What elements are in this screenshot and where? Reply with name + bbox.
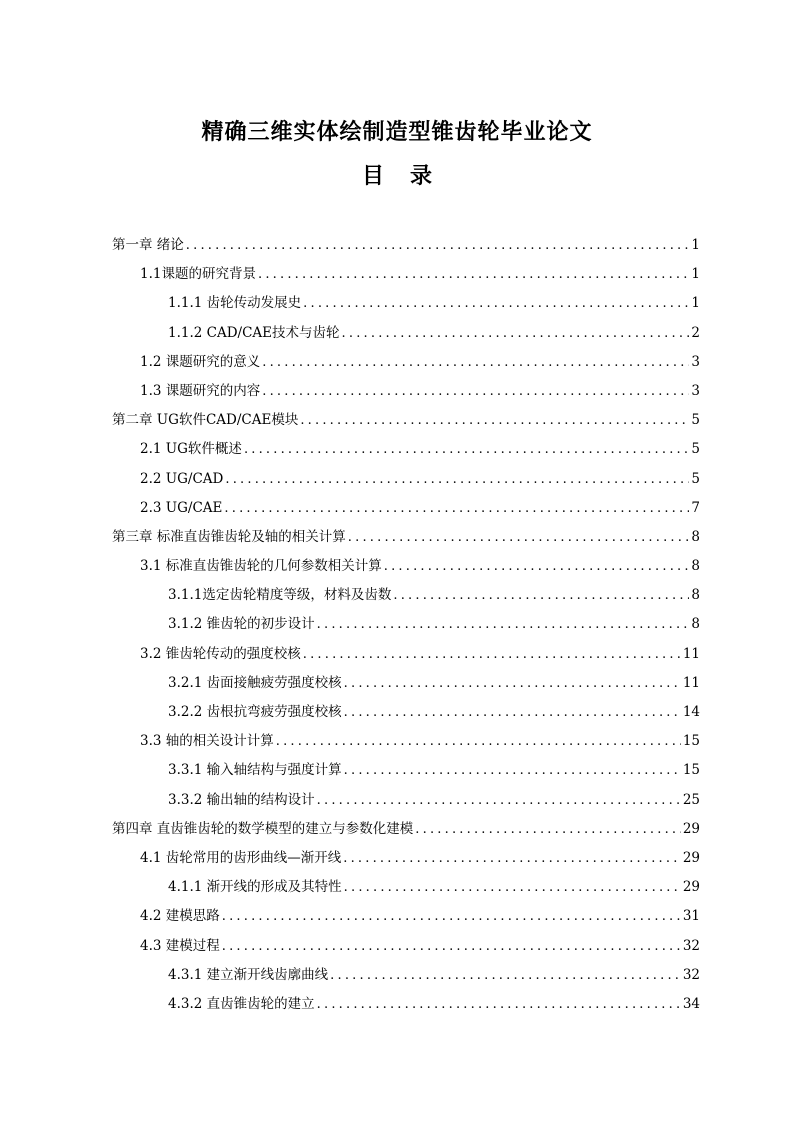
toc-entry-page: 8 [691,528,700,545]
toc-entry-label: 2.2 UG/CAD [140,470,224,487]
toc-entry-page: 32 [682,937,700,954]
dot-leader [317,990,681,1019]
toc-entry-page: 8 [691,558,700,575]
dot-leader [344,669,681,698]
toc-entry-label: 3.2 锥齿轮传动的强度校核 [140,645,301,662]
document-title: 精确三维实体绘制造型锥齿轮毕业论文 [201,119,593,145]
toc-entry-page: 8 [691,587,700,604]
toc-entry[interactable] [112,523,700,552]
dot-leader [225,465,689,494]
toc-entry[interactable] [112,727,700,756]
toc-entry[interactable] [112,465,700,494]
table-of-contents [112,231,700,1019]
toc-entry-label: 1.1.2 CAD/CAE技术与齿轮 [168,324,340,341]
toc-entry-label: 4.3.2 直齿锥齿轮的建立 [168,995,315,1012]
toc-entry-page: 1 [691,295,700,312]
toc-entry-page: 14 [682,704,700,720]
dot-leader [393,581,689,610]
dot-leader [186,231,690,260]
dot-leader [348,523,690,552]
toc-entry-page: 31 [682,908,700,925]
dot-leader [276,727,681,756]
dot-leader [300,406,689,435]
toc-entry-label: 4.2 建模思路 [140,908,220,925]
toc-entry-label: 4.1 齿轮常用的齿形曲线—渐开线 [140,849,342,866]
dot-leader [222,932,681,961]
toc-heading: 目录 [361,163,458,189]
toc-entry[interactable] [112,786,700,815]
dot-leader [384,552,690,581]
toc-entry-label: 1.1课题的研究背景 [140,266,256,283]
toc-entry[interactable] [112,260,700,289]
toc-entry-label: 1.1.1 齿轮传动发展史 [168,295,302,312]
toc-entry-label: 3.1.2 锥齿轮的初步设计 [168,616,315,633]
dot-leader [342,319,690,348]
dot-leader [303,640,681,669]
dot-leader [343,844,681,873]
dot-leader [344,873,681,902]
dot-leader [262,377,689,406]
toc-entry-label: 4.3 建模过程 [140,937,220,954]
toc-entry-label: 3.2.2 齿根抗弯疲劳强度校核 [168,704,342,720]
toc-entry-label: 3.1.1选定齿轮精度等级，材料及齿数 [168,587,392,604]
toc-entry[interactable] [112,902,700,931]
dot-leader [317,786,681,815]
dot-leader [244,435,689,464]
toc-entry-page: 29 [682,820,700,837]
toc-entry-page: 1 [691,266,700,283]
toc-entry[interactable] [112,640,700,669]
toc-entry-page: 2 [691,324,700,341]
dot-leader [303,289,689,318]
dot-leader [222,902,681,931]
dot-leader [330,961,681,990]
toc-entry-label: 3.2.1 齿面接触疲劳强度校核 [168,674,342,691]
dot-leader [344,698,681,727]
toc-entry-page: 7 [691,499,700,516]
toc-entry-page: 25 [682,791,700,808]
dot-leader [258,260,689,289]
dot-leader [262,348,689,377]
toc-entry[interactable] [112,406,700,435]
dot-leader [317,610,690,639]
toc-entry[interactable] [112,494,700,523]
toc-entry[interactable] [112,435,700,464]
toc-entry[interactable] [112,610,700,639]
toc-entry[interactable] [112,289,700,318]
toc-entry[interactable] [112,669,700,698]
toc-entry[interactable] [112,319,700,348]
toc-entry-label: 1.3 课题研究的内容 [140,382,261,399]
toc-entry-page: 3 [691,353,700,370]
toc-entry-label: 3.3.1 输入轴结构与强度计算 [168,762,342,779]
toc-entry[interactable] [112,231,700,260]
toc-entry[interactable] [112,873,700,902]
toc-entry-label: 4.1.1 渐开线的形成及其特性 [168,879,342,896]
toc-entry[interactable] [112,552,700,581]
toc-entry-label: 1.2 课题研究的意义 [140,353,261,370]
toc-entry[interactable] [112,932,700,961]
toc-entry[interactable] [112,815,700,844]
toc-entry[interactable] [112,961,700,990]
toc-entry-label: 第二章 UG软件CAD/CAE模块 [112,412,299,429]
toc-entry-page: 11 [682,645,700,662]
toc-entry[interactable] [112,756,700,785]
toc-entry[interactable] [112,698,700,727]
toc-entry-label: 2.1 UG软件概述 [140,441,242,458]
toc-entry-page: 15 [682,762,700,779]
toc-entry-page: 29 [682,849,700,866]
toc-entry-page: 32 [682,966,700,983]
toc-entry-page: 1 [691,237,700,253]
toc-entry-page: 15 [682,733,700,750]
toc-entry[interactable] [112,844,700,873]
toc-entry-label: 3.3 轴的相关设计计算 [140,733,274,750]
toc-entry-page: 29 [682,879,700,896]
toc-entry-label: 4.3.1 建立渐开线齿廓曲线 [168,966,329,983]
toc-entry-page: 34 [682,995,700,1012]
dot-leader [415,815,681,844]
toc-entry-page: 5 [691,441,700,458]
toc-entry-page: 5 [691,412,700,429]
dot-leader [224,494,689,523]
toc-entry-label: 2.3 UG/CAE [140,499,223,516]
toc-entry-label: 第一章 绪论 [112,237,184,253]
toc-entry-page: 8 [691,616,700,633]
toc-entry-label: 3.1 标准直齿锥齿轮的几何参数相关计算 [140,558,382,575]
toc-entry[interactable] [112,377,700,406]
dot-leader [344,756,681,785]
toc-entry-label: 第四章 直齿锥齿轮的数学模型的建立与参数化建模 [112,820,414,837]
toc-entry[interactable] [112,990,700,1019]
toc-entry[interactable] [112,348,700,377]
toc-entry-page: 3 [691,382,700,399]
toc-entry-label: 3.3.2 输出轴的结构设计 [168,791,315,808]
toc-entry-label: 第三章 标准直齿锥齿轮及轴的相关计算 [112,528,346,545]
toc-entry-page: 11 [682,674,700,691]
toc-entry[interactable] [112,581,700,610]
toc-entry-page: 5 [691,470,700,487]
